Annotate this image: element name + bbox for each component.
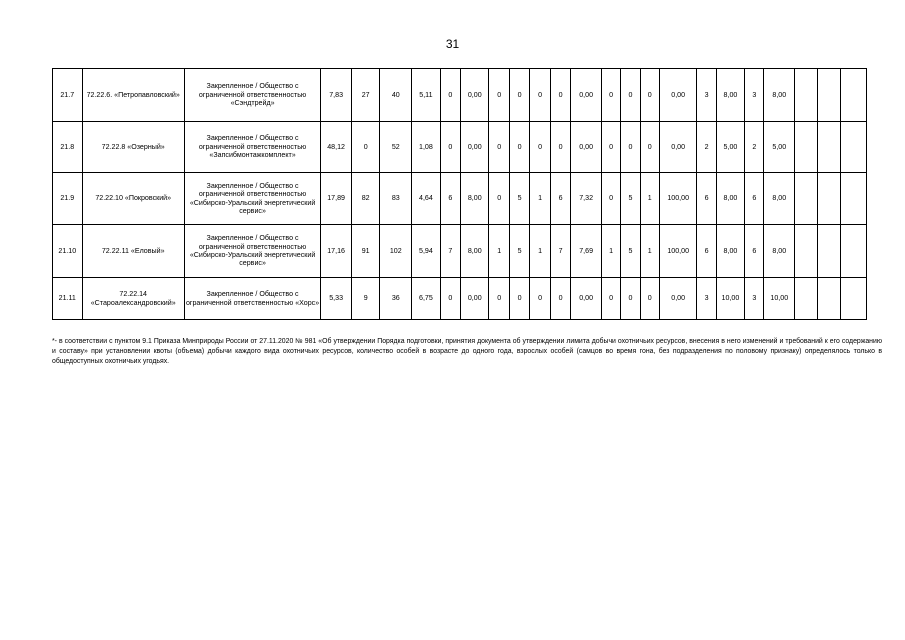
value-cell: 91 [351, 225, 379, 278]
value-cell: 8,00 [716, 173, 744, 225]
value-cell: 6 [697, 225, 716, 278]
value-cell: 1 [640, 225, 659, 278]
value-cell: 0 [509, 278, 529, 320]
value-cell: 0 [509, 69, 529, 122]
page-number: 31 [445, 37, 460, 51]
value-cell: 0 [530, 122, 550, 173]
value-cell: 3 [697, 278, 716, 320]
value-cell: 7 [550, 225, 570, 278]
hunting-area-cell: 72.22.8 «Озерный» [82, 122, 184, 173]
value-cell: 27 [351, 69, 379, 122]
value-cell: 0,00 [461, 69, 489, 122]
area-type-cell: Закрепленное / Общество с ограниченной ответственностью «Сибирско-Уральский энергетический сервис» [184, 225, 320, 278]
value-cell: 48,12 [321, 122, 352, 173]
value-cell: 7,32 [571, 173, 602, 225]
value-cell: 0,00 [571, 278, 602, 320]
value-cell: 0,00 [461, 122, 489, 173]
value-cell: 0 [601, 278, 620, 320]
value-cell: 5 [621, 173, 640, 225]
value-cell: 0 [440, 122, 460, 173]
value-cell: 6 [745, 225, 764, 278]
hunting-area-cell: 72.22.6. «Петропавловский» [82, 69, 184, 122]
value-cell [817, 122, 840, 173]
value-cell: 0 [489, 69, 509, 122]
value-cell: 40 [380, 69, 412, 122]
area-type-cell: Закрепленное / Общество с ограниченной ответственностью «Сибирско-Уральский энергетический сервис» [184, 173, 320, 225]
value-cell: 0,00 [571, 69, 602, 122]
value-cell: 0 [550, 122, 570, 173]
value-cell: 0 [601, 173, 620, 225]
value-cell: 0 [601, 69, 620, 122]
value-cell: 0,00 [571, 122, 602, 173]
value-cell: 0 [509, 122, 529, 173]
value-cell: 0 [601, 122, 620, 173]
value-cell: 5,11 [412, 69, 440, 122]
value-cell: 8,00 [764, 69, 795, 122]
value-cell: 3 [697, 69, 716, 122]
row-number-cell: 21.9 [53, 173, 83, 225]
value-cell: 8,00 [716, 225, 744, 278]
value-cell [795, 278, 818, 320]
value-cell: 6 [697, 173, 716, 225]
value-cell: 6 [550, 173, 570, 225]
quota-table [52, 68, 867, 320]
table-row [53, 225, 867, 278]
value-cell: 0 [621, 278, 640, 320]
value-cell [840, 173, 866, 225]
value-cell: 7,69 [571, 225, 602, 278]
value-cell [795, 173, 818, 225]
value-cell: 0,00 [659, 122, 697, 173]
table-row [53, 278, 867, 320]
value-cell: 5 [509, 173, 529, 225]
value-cell: 0 [530, 69, 550, 122]
row-number-cell: 21.11 [53, 278, 83, 320]
hunting-area-cell: 72.22.14 «Староалександровский» [82, 278, 184, 320]
value-cell: 0 [621, 69, 640, 122]
area-type-cell: Закрепленное / Общество с ограниченной ответственностью «Хорс» [184, 278, 320, 320]
value-cell: 0,00 [659, 69, 697, 122]
value-cell [817, 225, 840, 278]
row-number-cell: 21.8 [53, 122, 83, 173]
value-cell: 5 [509, 225, 529, 278]
value-cell: 1 [489, 225, 509, 278]
value-cell: 8,00 [716, 69, 744, 122]
value-cell: 8,00 [764, 225, 795, 278]
value-cell [795, 122, 818, 173]
value-cell [840, 69, 866, 122]
value-cell: 1 [601, 225, 620, 278]
value-cell: 17,16 [321, 225, 352, 278]
value-cell: 0 [351, 122, 379, 173]
value-cell: 8,00 [461, 225, 489, 278]
value-cell: 10,00 [716, 278, 744, 320]
area-type-cell: Закрепленное / Общество с ограниченной ответственностью «Сэндтрейд» [184, 69, 320, 122]
value-cell [817, 173, 840, 225]
value-cell: 0 [640, 122, 659, 173]
value-cell: 2 [745, 122, 764, 173]
value-cell [817, 69, 840, 122]
value-cell: 6 [440, 173, 460, 225]
value-cell: 0 [440, 69, 460, 122]
value-cell [817, 278, 840, 320]
value-cell: 0 [530, 278, 550, 320]
value-cell: 102 [380, 225, 412, 278]
value-cell: 0 [550, 278, 570, 320]
value-cell: 1 [640, 173, 659, 225]
value-cell: 0,00 [659, 278, 697, 320]
value-cell: 5,33 [321, 278, 352, 320]
footnote: *- в соответствии с пунктом 9.1 Приказа Минприроды России от 27.11.2020 № 981 «Об утверждении Порядка подготовки, принятия документа об утверждении лимита добычи охотничьих ресурсов, внесения в него изменений и требований к его содержанию и составу» при установлении квоты (объема) добычи каждого вида охотничьих ресурсов, количество особей в возрасте до одного года, взрослых особей (самцов во время гона, без подразделения по половому признаку) определялось только в общедоступных охотничьих угодьях. [52, 338, 882, 365]
hunting-area-cell: 72.22.10 «Покровский» [82, 173, 184, 225]
value-cell [840, 225, 866, 278]
value-cell: 100,00 [659, 173, 697, 225]
value-cell: 0 [640, 69, 659, 122]
row-number-cell: 21.7 [53, 69, 83, 122]
value-cell: 0 [489, 173, 509, 225]
value-cell: 7,83 [321, 69, 352, 122]
value-cell: 9 [351, 278, 379, 320]
value-cell: 4,64 [412, 173, 440, 225]
value-cell: 5,00 [764, 122, 795, 173]
area-type-cell: Закрепленное / Общество с ограниченной ответственностью «Запсибмонтажкомплект» [184, 122, 320, 173]
value-cell [795, 225, 818, 278]
value-cell: 82 [351, 173, 379, 225]
value-cell: 0 [440, 278, 460, 320]
value-cell: 8,00 [764, 173, 795, 225]
value-cell: 6 [745, 173, 764, 225]
value-cell: 0 [489, 278, 509, 320]
value-cell: 36 [380, 278, 412, 320]
value-cell: 1 [530, 173, 550, 225]
value-cell: 2 [697, 122, 716, 173]
value-cell: 10,00 [764, 278, 795, 320]
value-cell: 0 [621, 122, 640, 173]
value-cell: 3 [745, 69, 764, 122]
value-cell: 52 [380, 122, 412, 173]
table-row [53, 173, 867, 225]
value-cell: 0 [550, 69, 570, 122]
value-cell: 5,94 [412, 225, 440, 278]
value-cell [840, 122, 866, 173]
value-cell: 17,89 [321, 173, 352, 225]
value-cell: 5,00 [716, 122, 744, 173]
value-cell: 0 [640, 278, 659, 320]
hunting-area-cell: 72.22.11 «Еловый» [82, 225, 184, 278]
table-row [53, 122, 867, 173]
value-cell: 3 [745, 278, 764, 320]
value-cell: 0,00 [461, 278, 489, 320]
table-row [53, 69, 867, 122]
value-cell: 83 [380, 173, 412, 225]
value-cell: 6,75 [412, 278, 440, 320]
value-cell: 0 [489, 122, 509, 173]
value-cell: 1,08 [412, 122, 440, 173]
row-number-cell: 21.10 [53, 225, 83, 278]
value-cell: 8,00 [461, 173, 489, 225]
value-cell [795, 69, 818, 122]
value-cell: 100,00 [659, 225, 697, 278]
value-cell: 5 [621, 225, 640, 278]
value-cell [840, 278, 866, 320]
value-cell: 7 [440, 225, 460, 278]
value-cell: 1 [530, 225, 550, 278]
